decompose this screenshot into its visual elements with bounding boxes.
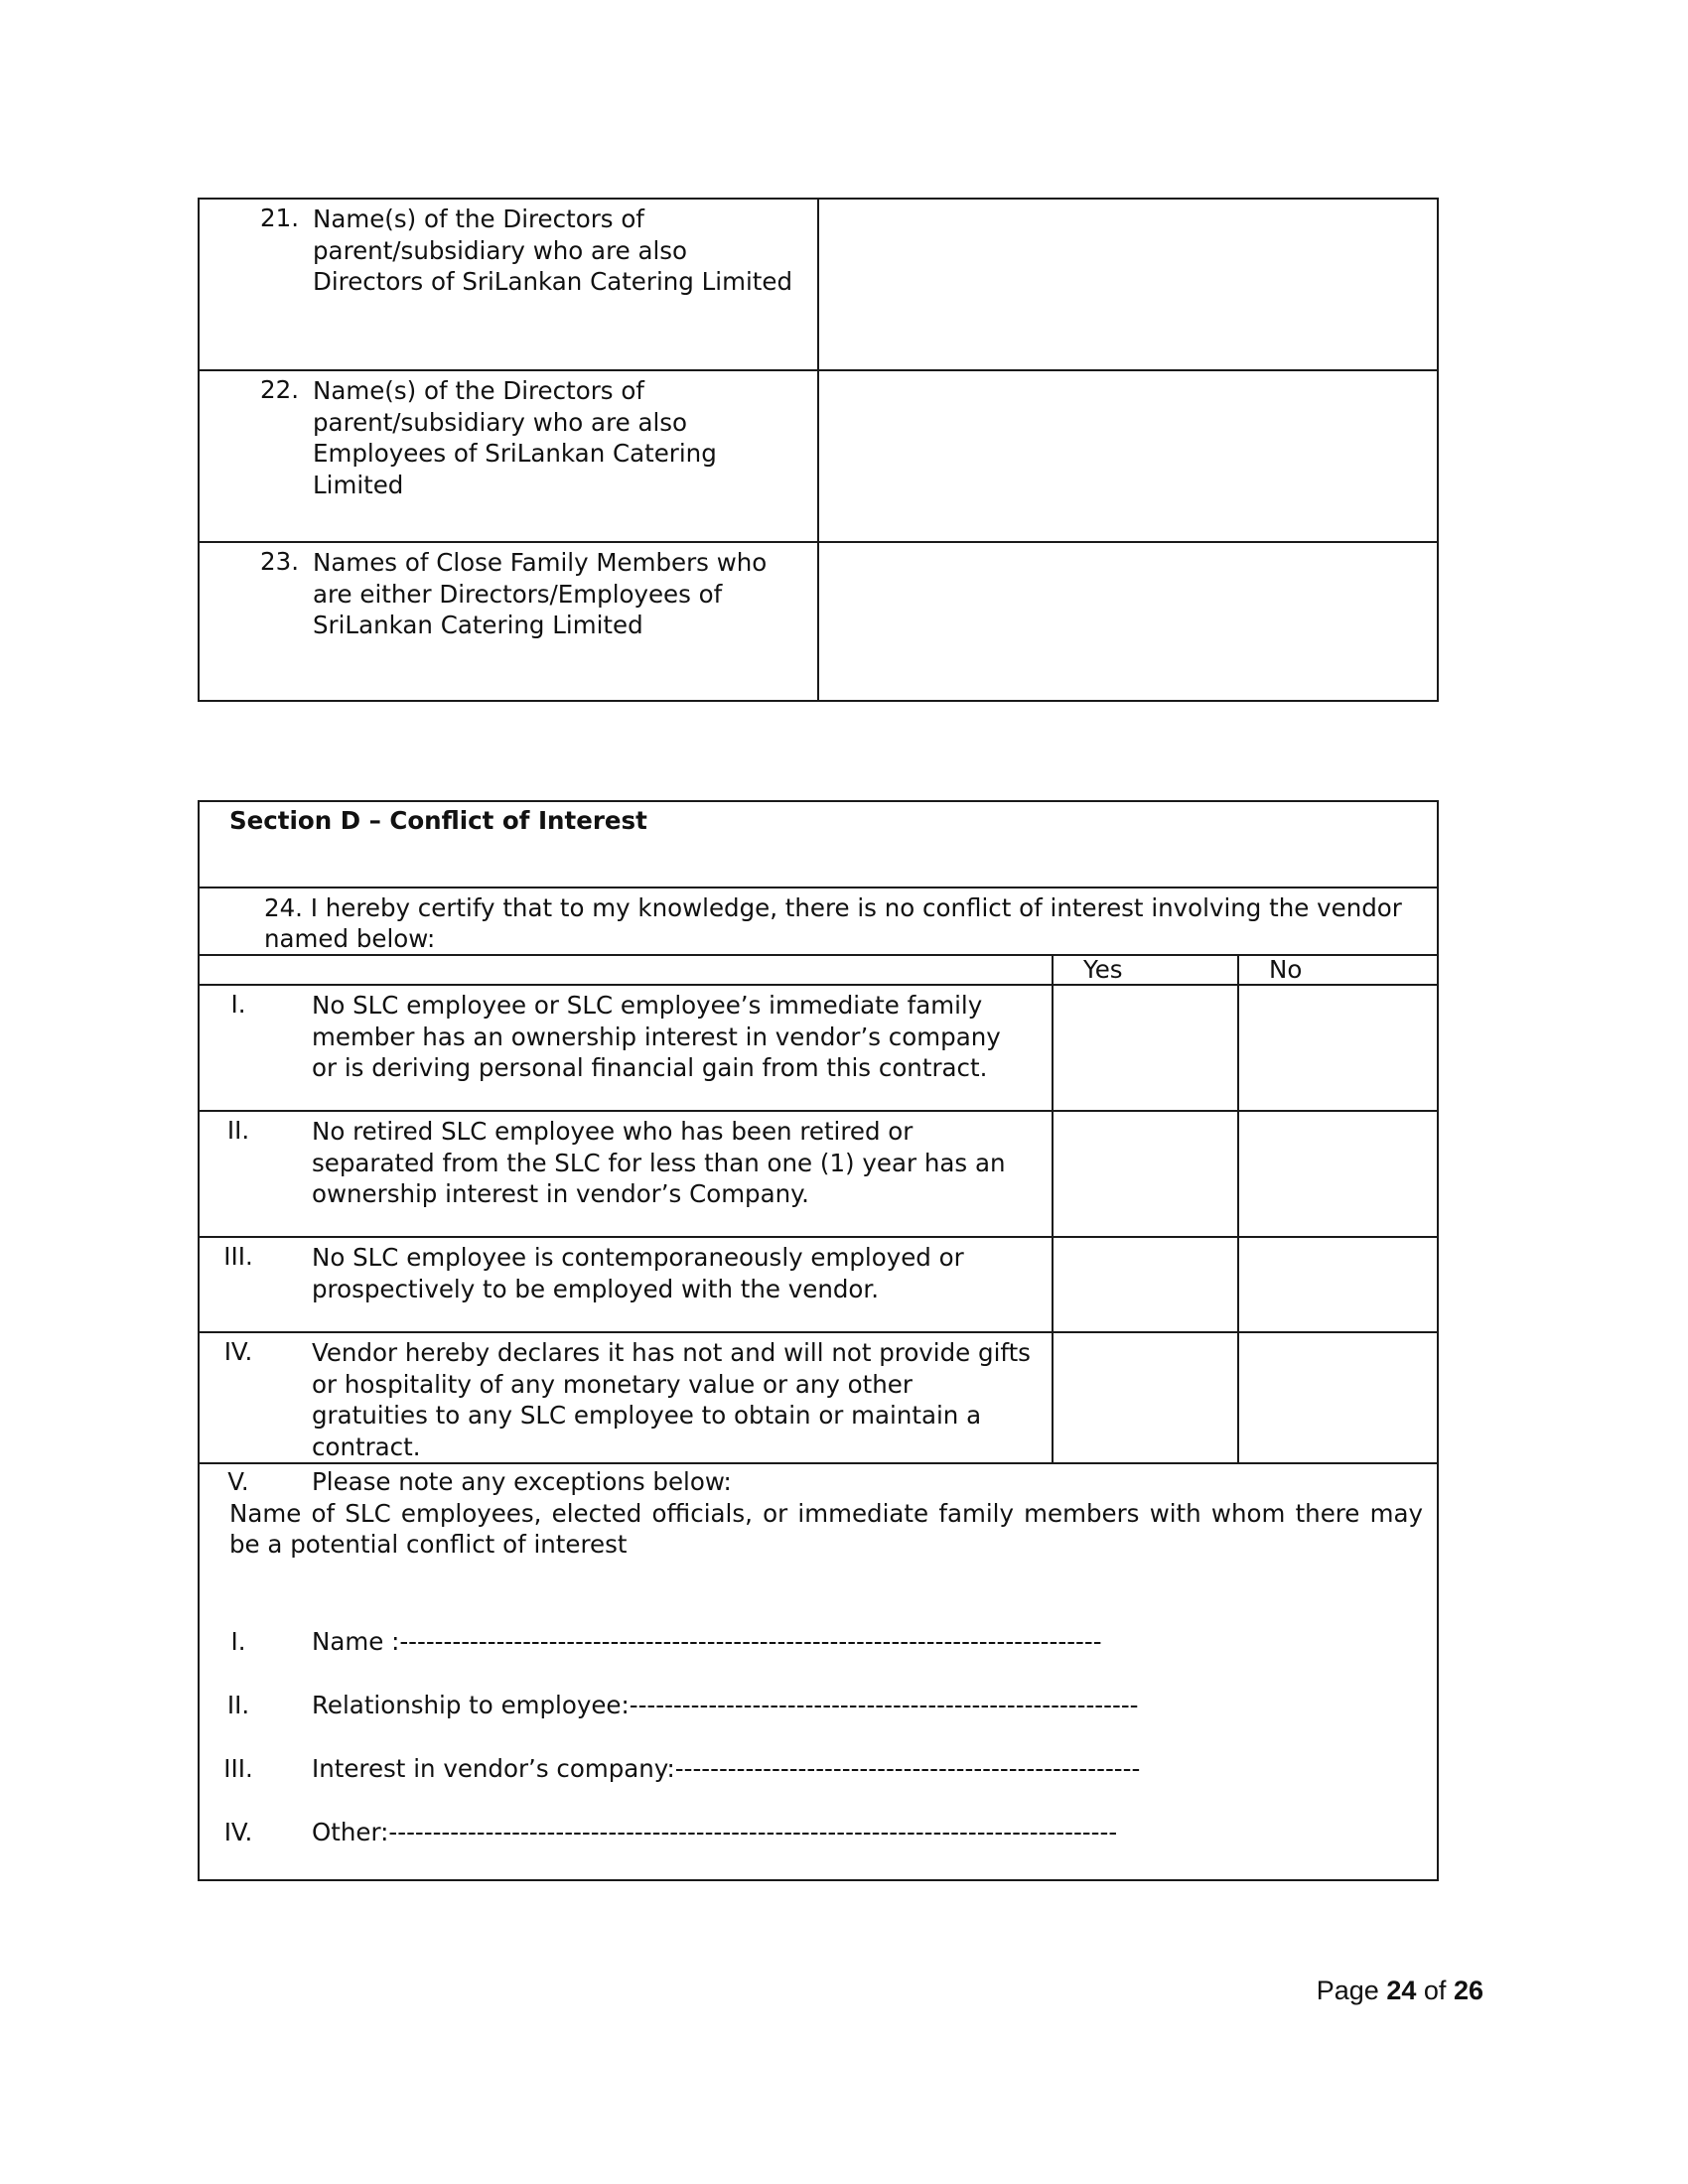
other-field-label: Other:----------------------------------------------------------------------------------- xyxy=(312,1818,1118,1846)
question-cell xyxy=(199,199,818,370)
question-cell xyxy=(199,542,818,701)
certify-statement: 24. I hereby certify that to my knowledge, there is no conflict of interest involving the vendor named below: xyxy=(199,887,1438,955)
exceptions-row xyxy=(199,1463,1438,1880)
table-row xyxy=(199,1237,1438,1332)
answer-cell[interactable] xyxy=(818,370,1438,542)
table-row xyxy=(199,985,1438,1111)
question-number: 23. xyxy=(260,547,299,576)
name-field[interactable] xyxy=(200,1627,1437,1657)
no-checkbox-cell[interactable] xyxy=(1238,1332,1438,1463)
relationship-field[interactable] xyxy=(200,1691,1437,1720)
interest-field-label: Interest in vendor’s company:----------------------------------------------------- xyxy=(312,1754,1141,1783)
declaration-cell xyxy=(199,985,1053,1111)
question-text: Name(s) of the Directors of parent/subsidiary who are also Employees of SriLankan Catering Limited xyxy=(313,376,717,499)
declaration-text: No retired SLC employee who has been retired or separated from the SLC for less than one (1) year has an ownership interest in vendor’s Company. xyxy=(312,1117,1006,1208)
yes-checkbox-cell[interactable] xyxy=(1053,1332,1238,1463)
no-checkbox-cell[interactable] xyxy=(1238,985,1438,1111)
yes-checkbox-cell[interactable] xyxy=(1053,1111,1238,1237)
roman-numeral: IV. xyxy=(223,1818,253,1846)
declaration-cell xyxy=(199,1332,1053,1463)
question-number: 21. xyxy=(260,204,299,232)
table-row xyxy=(199,542,1438,701)
question-cell xyxy=(199,370,818,542)
roman-numeral: III. xyxy=(223,1242,253,1271)
yes-checkbox-cell[interactable] xyxy=(1053,985,1238,1111)
declaration-cell xyxy=(199,1111,1053,1237)
exceptions-title: Please note any exceptions below: xyxy=(312,1467,732,1496)
exceptions-header xyxy=(200,1466,1437,1561)
interest-field[interactable] xyxy=(200,1754,1437,1784)
roman-numeral: III. xyxy=(223,1754,253,1783)
header-blank-cell xyxy=(199,955,1053,985)
question-text: Names of Close Family Members who are either Directors/Employees of SriLankan Catering Limited xyxy=(313,548,768,639)
current-page-number: 24 xyxy=(1386,1976,1417,2005)
no-checkbox-cell[interactable] xyxy=(1238,1237,1438,1332)
conflict-of-interest-table xyxy=(198,800,1439,1881)
relationship-field-label: Relationship to employee:---------------------------------------------------------- xyxy=(312,1691,1139,1719)
table-row xyxy=(199,199,1438,370)
answer-cell[interactable] xyxy=(818,199,1438,370)
section-title: Section D – Conflict of Interest xyxy=(199,801,1438,887)
exceptions-description: Name of SLC employees, elected officials, or immediate family members with whom there may be a potential conflict of interest xyxy=(229,1498,1424,1559)
yes-column-header: Yes xyxy=(1053,955,1238,985)
of-word: of xyxy=(1423,1976,1447,2005)
page-word: Page xyxy=(1316,1976,1379,2005)
exceptions-cell xyxy=(199,1463,1438,1880)
page-footer xyxy=(1317,1976,1483,2006)
roman-numeral: I. xyxy=(230,1627,246,1656)
table-row xyxy=(199,370,1438,542)
declaration-text: No SLC employee or SLC employee’s immediate family member has an ownership interest in vendor’s company or is deriving personal financial gain from this contract. xyxy=(312,991,1001,1082)
table-row xyxy=(199,1332,1438,1463)
no-column-header: No xyxy=(1238,955,1438,985)
directors-table xyxy=(198,198,1439,702)
roman-numeral: IV. xyxy=(223,1337,253,1366)
total-pages-number: 26 xyxy=(1453,1976,1483,2005)
question-text: Name(s) of the Directors of parent/subsidiary who are also Directors of SriLankan Catering Limited xyxy=(313,205,792,296)
question-number: 22. xyxy=(260,375,299,404)
yes-no-header-row xyxy=(199,955,1438,985)
name-field-label: Name :-------------------------------------------------------------------------------- xyxy=(312,1627,1102,1656)
yes-checkbox-cell[interactable] xyxy=(1053,1237,1238,1332)
roman-numeral: I. xyxy=(230,990,246,1019)
roman-numeral: II. xyxy=(226,1691,250,1719)
roman-numeral: II. xyxy=(226,1116,250,1145)
declaration-text: Vendor hereby declares it has not and will not provide gifts or hospitality of any monetary value or any other gratuities to any SLC employee to obtain or maintain a contract. xyxy=(312,1338,1031,1461)
declaration-cell xyxy=(199,1237,1053,1332)
no-checkbox-cell[interactable] xyxy=(1238,1111,1438,1237)
other-field[interactable] xyxy=(200,1818,1437,1847)
roman-numeral: V. xyxy=(227,1467,249,1496)
answer-cell[interactable] xyxy=(818,542,1438,701)
declaration-text: No SLC employee is contemporaneously employed or prospectively to be employed with the vendor. xyxy=(312,1243,964,1303)
table-row xyxy=(199,1111,1438,1237)
